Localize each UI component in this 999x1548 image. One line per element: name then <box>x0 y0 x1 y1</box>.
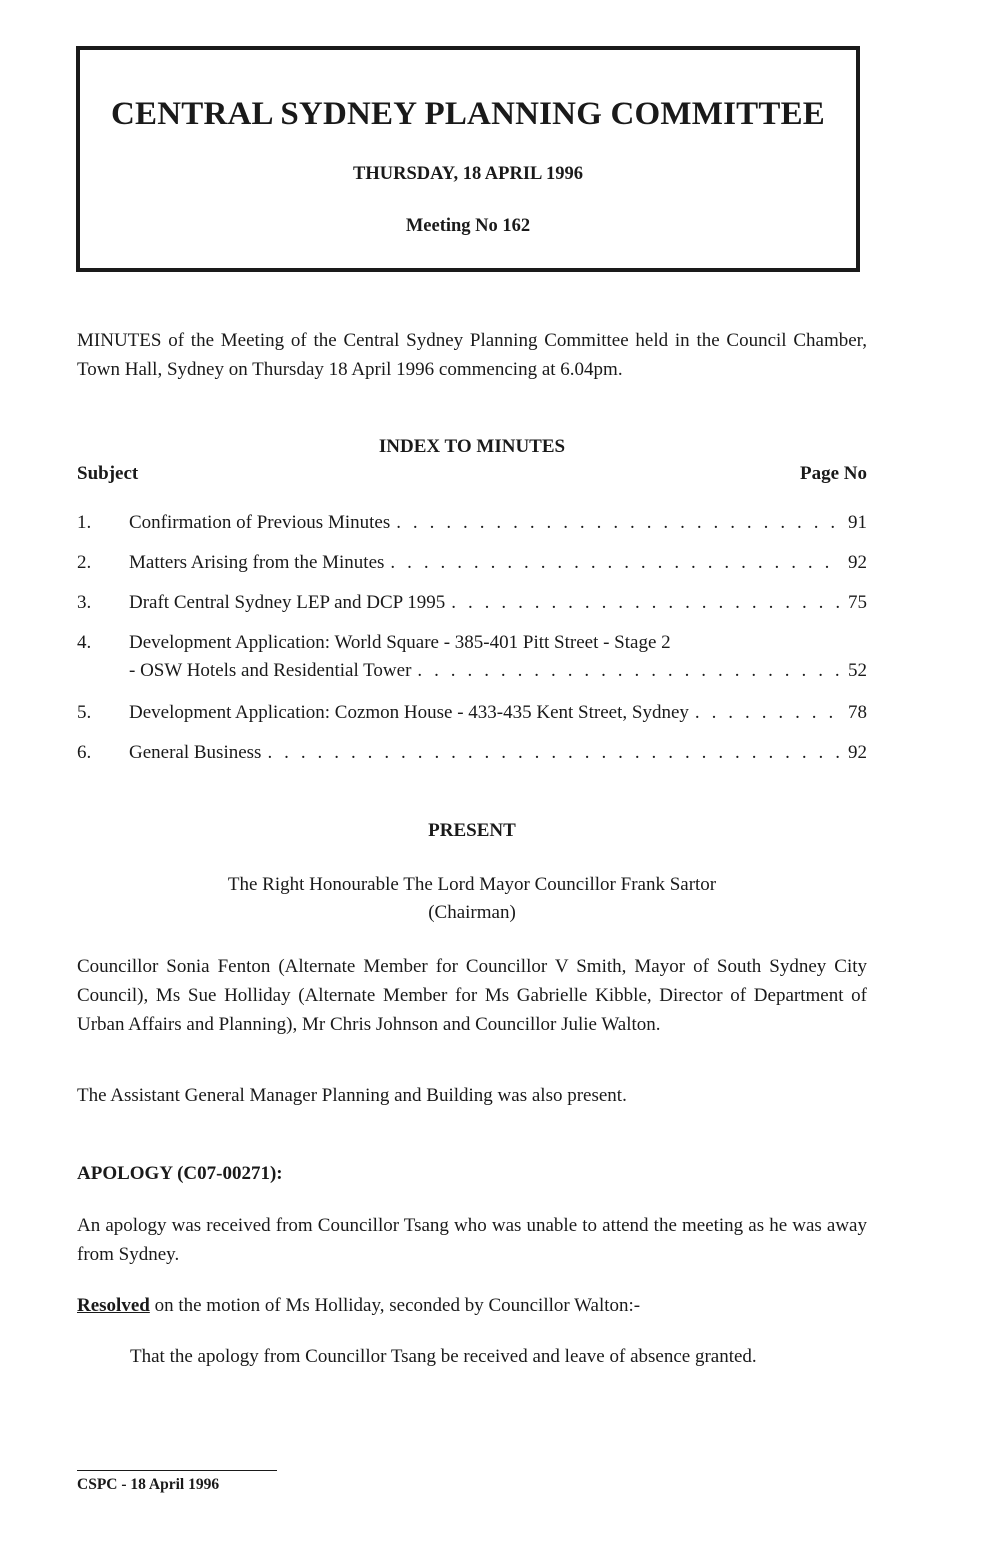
index-item-page: 91 <box>848 512 867 533</box>
index-item-number: 6. <box>77 742 92 763</box>
index-heading: INDEX TO MINUTES <box>378 436 566 457</box>
meeting-date: THURSDAY, 18 APRIL 1996 <box>353 164 583 184</box>
index-item-number: 2. <box>77 552 92 573</box>
apology-text: An apology was received from Councillor Tsang who was unable to attend the meeting as he was away from Sydney. <box>77 1215 867 1265</box>
index-item <box>77 512 867 542</box>
resolved-paragraph <box>77 1291 867 1320</box>
dot-leader <box>695 702 842 724</box>
resolution-text: That the apology from Councillor Tsang be received and leave of absence granted. <box>130 1346 757 1367</box>
chairman-role: (Chairman) <box>428 902 516 923</box>
index-item-subject: Matters Arising from the Minutes <box>129 552 385 573</box>
index-item-number: 3. <box>77 592 92 613</box>
footer-rule <box>77 1470 277 1471</box>
index-item-page: 92 <box>848 552 867 573</box>
resolved-motion: on the motion of Ms Holliday, seconded by Councillor Walton:- <box>149 1295 641 1316</box>
index-item-subject: General Business <box>129 742 262 763</box>
subject-column-label: Subject <box>77 463 139 484</box>
dot-leader <box>267 742 842 764</box>
index-item-page: 52 <box>848 660 867 681</box>
index-item <box>77 592 867 622</box>
dot-leader <box>451 592 842 614</box>
index-item-number: 5. <box>77 702 92 723</box>
index-item-subject-continued: - OSW Hotels and Residential Tower <box>129 660 412 681</box>
members-present: Councillor Sonia Fenton (Alternate Member for Councillor V Smith, Mayor of South Sydney City Council), Ms Sue Holliday (Alternate Member for Ms Gabrielle Kibble, Director of Department of Urban Affairs and Planning), Mr Chris Johnson and Councillor Julie Walton. <box>77 956 867 1035</box>
dot-leader <box>390 552 842 574</box>
index-item-page: 75 <box>848 592 867 613</box>
resolved-word: Resolved <box>77 1295 150 1316</box>
index-item <box>77 632 867 690</box>
page-footer: CSPC - 18 April 1996 <box>77 1476 220 1493</box>
index-item-page: 78 <box>848 702 867 723</box>
index-item-number: 1. <box>77 512 92 533</box>
committee-title: CENTRAL SYDNEY PLANNING COMMITTEE <box>110 96 826 132</box>
intro-paragraph: MINUTES of the Meeting of the Central Sydney Planning Committee held in the Council Chamber, Town Hall, Sydney on Thursday 18 April 1996 commencing at 6.04pm. <box>77 330 867 380</box>
apology-heading: APOLOGY (C07-00271): <box>77 1163 283 1184</box>
present-heading: PRESENT <box>428 820 516 841</box>
index-item <box>77 702 867 732</box>
dot-leader <box>417 660 842 682</box>
index-item-subject: Draft Central Sydney LEP and DCP 1995 <box>129 592 446 613</box>
meeting-number: Meeting No 162 <box>405 216 531 236</box>
index-item-page: 92 <box>848 742 867 763</box>
dot-leader <box>396 512 842 534</box>
index-item-subject: Development Application: Cozmon House - 433-435 Kent Street, Sydney <box>129 702 689 723</box>
title-box <box>76 46 860 272</box>
also-present: The Assistant General Manager Planning and Building was also present. <box>77 1085 627 1106</box>
index-item <box>77 552 867 582</box>
index-item-number: 4. <box>77 632 92 653</box>
index-item <box>77 742 867 772</box>
chairman-name: The Right Honourable The Lord Mayor Councillor Frank Sartor <box>227 874 717 895</box>
index-item-subject: Development Application: World Square - 385-401 Pitt Street - Stage 2 <box>129 632 671 653</box>
index-item-subject: Confirmation of Previous Minutes <box>129 512 391 533</box>
page-column-label: Page No <box>799 463 867 484</box>
